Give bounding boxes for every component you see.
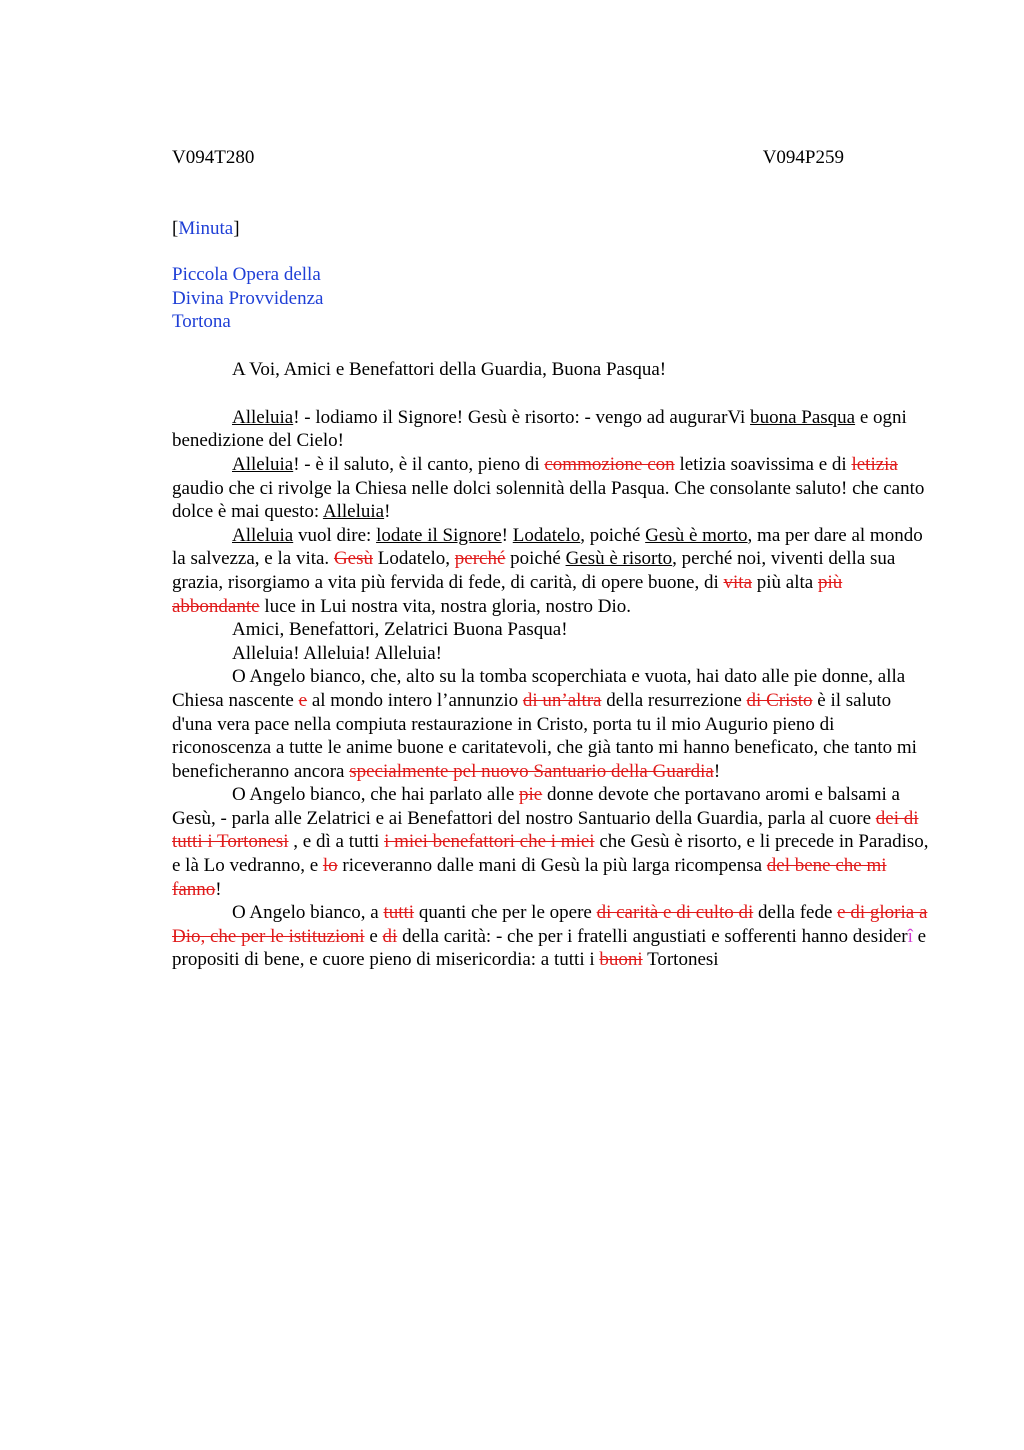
text-run: ! (713, 760, 721, 782)
text-run: è il saluto d'una vera pace nella compiuta restaurazione in Cristo, porta tu il mio Augurio pieno di riconoscenza a tutte le anime buone e caritatevoli, che già tanto mi hanno beneficato, che tanto mi beneficheranno ancora (172, 689, 917, 782)
text-run: donne devote che portavano aromi e balsami a Gesù, - parla alle Zelatrici e ai Benefattori del nostro Santuario della Guardia, parla al cuore (172, 784, 900, 829)
deleted-text: letizia (851, 453, 898, 475)
text-run: O Angelo bianco, a (232, 902, 384, 924)
deleted-text: e (298, 689, 308, 711)
deleted-text: dei di tutti i Tortonesi (172, 807, 919, 853)
deleted-text: di carità e di culto di (596, 902, 754, 924)
text-run: gaudio che ci rivolge la Chiesa nelle dolci solennità della Pasqua. Che consolante saluto! che canto dolce è mai questo: (172, 477, 925, 523)
text-run: ! - è il saluto, è il canto, pieno di (293, 453, 545, 475)
minuta-label (172, 216, 932, 242)
text-run: e (364, 925, 383, 947)
letter-paragraph (172, 901, 930, 972)
underlined-text: buona Pasqua (750, 406, 856, 428)
deleted-text: perché (454, 548, 506, 570)
text-run: O Angelo bianco, che hai parlato alle (232, 784, 520, 806)
deleted-text: e di gloria a Dio, che per le istituzioni (172, 902, 928, 947)
text-run: al mondo intero l’annunzio (307, 689, 523, 711)
deleted-text: lo (322, 855, 338, 877)
deleted-text: commozione con (544, 453, 675, 475)
text-run: quanti che per le opere (414, 902, 597, 924)
letter-title: A Voi, Amici e Benefattori della Guardia, Buona Pasqua! (232, 358, 667, 380)
minuta-word: Minuta (178, 218, 234, 239)
text-run: della fede (753, 902, 838, 924)
document-page (172, 145, 932, 972)
text-run: luce in Lui nostra vita, nostra gloria, nostro Dio. (259, 595, 632, 617)
address-line: Piccola Opera della (172, 264, 321, 285)
letter-body (172, 406, 930, 972)
text-run: ! - lodiamo il Signore! Gesù è risorto: - vengo ad augurarVi (293, 406, 751, 428)
deleted-text: buoni (599, 949, 643, 971)
text-run: ! (215, 878, 222, 900)
left-code: V094T280 (172, 147, 255, 168)
inserted-mark: î (907, 925, 913, 947)
deleted-text: Gesù (333, 548, 373, 570)
address-line: Tortona (172, 311, 231, 333)
deleted-text: di (382, 925, 398, 947)
letter-paragraph (172, 783, 930, 901)
text-run: e propositi di bene, e cuore pieno di misericordia: a tutti i (172, 925, 927, 971)
text-run: , e dì a tutti (288, 831, 385, 853)
text-run: Amici, Benefattori, Zelatrici Buona Pasqua! (232, 619, 568, 641)
text-run: letizia soavissima e di (674, 453, 852, 475)
deleted-text: vita (723, 571, 753, 593)
underlined-text: lodate il Signore (376, 524, 502, 546)
letter-paragraph (172, 618, 930, 642)
underlined-text: Gesù è morto (645, 524, 748, 546)
letter-paragraph (172, 524, 930, 618)
minuta-close-bracket: ] (233, 218, 240, 239)
letter-paragraph (172, 665, 930, 783)
address-line: Divina Provvidenza (172, 287, 324, 309)
deleted-text: di Cristo (746, 689, 813, 711)
deleted-text: i miei benefattori che i miei (384, 831, 595, 853)
underlined-text: Alleluia (232, 524, 294, 546)
letter-paragraph (172, 453, 930, 524)
underlined-text: Alleluia (232, 406, 294, 428)
text-run: , ma per dare al mondo la salvezza, e la vita. (172, 524, 923, 570)
text-run: Alleluia! Alleluia! Alleluia! (232, 642, 442, 664)
letter-paragraph (172, 642, 930, 666)
sender-address (172, 263, 932, 334)
deleted-text: pie (519, 784, 543, 806)
text-run: della resurrezione (601, 689, 747, 711)
text-run: e ogni benedizione del Cielo! (172, 406, 907, 452)
right-code: V094P259 (762, 147, 844, 168)
text-run: Lodatelo, (373, 548, 455, 570)
header-line (172, 145, 932, 171)
deleted-text: del bene che mi fanno (172, 855, 887, 900)
text-run: O Angelo bianco, che, alto su la tomba scoperchiata e vuota, hai dato alle pie donne, alla Chiesa nascente (172, 666, 906, 711)
text-run: vuol dire: (293, 524, 377, 546)
text-run: poiché (505, 548, 566, 570)
letter-paragraph (172, 406, 930, 453)
deleted-text: specialmente pel nuovo Santuario della Guardia (349, 760, 714, 782)
underlined-text: Lodatelo (512, 524, 581, 546)
underlined-text: Gesù è risorto (565, 548, 673, 570)
text-run: , poiché (580, 524, 646, 546)
text-run: ! (501, 524, 513, 546)
text-run: Tortonesi (642, 949, 719, 971)
text-run: che Gesù è risorto, e li precede in Paradiso, e là Lo vedranno, e (172, 831, 929, 877)
text-run: ! (384, 501, 391, 523)
underlined-text: Alleluia (232, 453, 294, 475)
text-run: più alta (752, 571, 818, 593)
text-run: della carità: - che per i fratelli angustiati e sofferenti hanno desider (397, 925, 908, 947)
minuta-open-bracket: [ (172, 218, 179, 239)
deleted-text: più abbondante (172, 571, 843, 617)
deleted-text: di un’altra (522, 689, 602, 711)
deleted-text: tutti (383, 902, 415, 924)
text-run: , perché noi, viventi della sua grazia, risorgiamo a vita più fervida di fede, di carità, di opere buone, di (172, 548, 896, 593)
text-run: riceveranno dalle mani di Gesù la più larga ricompensa (337, 855, 767, 877)
underlined-text: Alleluia (322, 501, 385, 523)
